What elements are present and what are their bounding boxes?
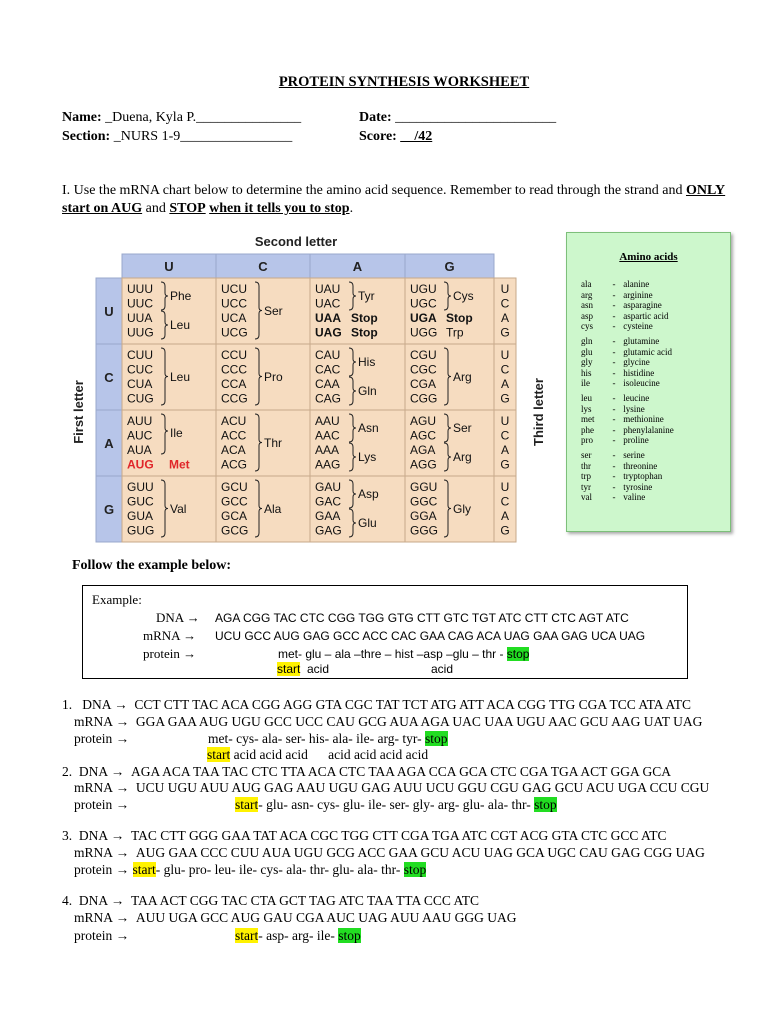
codon: UCG: [221, 325, 248, 340]
codon: CUG: [127, 391, 154, 406]
problem-2-start-highlight: start: [235, 797, 259, 812]
name-label: Name:: [62, 110, 102, 125]
problem-4-stop-highlight: stop: [338, 928, 361, 943]
example-dna-label: DNA →: [156, 610, 200, 625]
problem-2-stop-highlight: stop: [534, 797, 557, 812]
score-label: Score:: [359, 129, 397, 144]
stop-label: Stop: [351, 311, 378, 325]
second-letter-label: Second letter: [254, 234, 338, 249]
amino-acid-label: Ser: [264, 304, 283, 318]
codon: UAU: [315, 282, 341, 296]
third-letter: G: [500, 523, 510, 538]
amino-legend-item: met - methionine: [581, 414, 664, 425]
example-mrna-seq: UCU GCC AUG GAG GCC ACC CAC GAA CAG ACA UAG GAA GAG UCA UAG: [215, 629, 646, 643]
codon: GUG: [127, 523, 155, 538]
codon: AUC: [127, 428, 153, 443]
codon: ACU: [221, 414, 247, 428]
codon: AAA: [315, 443, 340, 457]
worksheet-title: PROTEIN SYNTHESIS WORKSHEET: [278, 74, 530, 90]
problem-1-protein-label: protein →: [74, 731, 130, 746]
row-head-letter: U: [104, 304, 114, 319]
amino-legend-item: phe - phenylalanine: [581, 424, 674, 435]
codon: UAG: [315, 325, 342, 340]
third-letter: G: [500, 325, 510, 340]
section-value: _NURS 1-9________________: [113, 129, 293, 144]
amino-acid-label: Leu: [170, 370, 191, 384]
when-to-stop-emphasis: when it tells you to stop: [209, 201, 350, 216]
amino-legend-item: leu - leucine: [581, 393, 650, 403]
codon: CUC: [127, 362, 153, 377]
amino-acid-label: His: [358, 355, 376, 369]
third-letter: C: [500, 428, 510, 443]
section-field: [62, 129, 292, 145]
amino-legend-item: thr - threonine: [581, 460, 658, 471]
amino-acid-label: Ser: [453, 421, 472, 435]
name-value: _Duena, Kyla P._______________: [105, 110, 302, 125]
amino-legend-item: ile - isoleucine: [581, 378, 660, 389]
codon: UCA: [221, 311, 247, 325]
codon: UGG: [410, 325, 438, 340]
amino-acid-legend: [566, 232, 731, 532]
codon: UGC: [410, 296, 437, 311]
codon: AAC: [315, 428, 340, 443]
date-value: _______________________: [395, 110, 557, 125]
codon: UCU: [221, 282, 247, 296]
amino-legend-item: glu - glutamic acid: [581, 346, 672, 357]
amino-legend-item: cys - cysteine: [581, 321, 653, 332]
example-protein-seq: met- glu – ala –thre – hist –asp –glu – thr - stop: [278, 647, 530, 661]
codon: GGU: [410, 480, 438, 494]
problem-3-stop-highlight: stop: [403, 862, 427, 877]
codon: GCG: [221, 523, 249, 538]
third-letter: U: [500, 282, 510, 296]
third-letter: A: [500, 509, 510, 523]
problem-2-protein-label: protein →: [74, 797, 130, 812]
problem-1-start-highlight: start: [207, 747, 231, 762]
stop-emphasis: STOP: [169, 201, 206, 216]
problem-4-protein-label: protein →: [74, 928, 130, 943]
problem-3-protein: protein → start- glu- pro- leu- ile- cys- ala- thr- glu- ala- thr- stop: [74, 862, 427, 877]
score-field: [359, 129, 432, 145]
codon: GUC: [127, 494, 154, 509]
codon: CCG: [221, 391, 248, 406]
codon: GUA: [127, 509, 154, 523]
amino-acid-label: Asp: [358, 487, 379, 501]
codon: AAG: [315, 457, 341, 472]
codon: GUU: [127, 480, 154, 494]
amino-acid-label: Arg: [453, 370, 472, 384]
codon: CCA: [221, 377, 247, 391]
third-letter-label: Third letter: [531, 378, 546, 446]
third-letter: U: [500, 348, 510, 362]
amino-acid-label: Cys: [453, 289, 474, 303]
row-head-letter: C: [104, 370, 114, 385]
problem-2-dna: 2. DNA → AGA ACA TAA TAC CTC TTA ACA CTC TAA AGA CCA GCA CTC CGA TGA ACT GGA GCA: [62, 764, 671, 779]
example-acid-label: acid: [431, 662, 454, 676]
codon: CCU: [221, 348, 247, 362]
amino-acid-label: Arg: [453, 450, 472, 464]
problem-1-stop-highlight: stop: [424, 731, 448, 746]
problem-1-acids: start acid acid acid acid acid acid acid: [207, 747, 429, 762]
example-start-highlight: start: [277, 662, 301, 676]
date-label: Date:: [359, 110, 392, 125]
codon: AAU: [315, 414, 340, 428]
row-head-letter: A: [104, 436, 114, 451]
first-letter-label: First letter: [71, 380, 86, 444]
codon: UCC: [221, 296, 247, 311]
amino-legend-item: ser - serine: [581, 450, 645, 460]
codon: CAG: [315, 391, 342, 406]
codon: UGU: [410, 282, 437, 296]
example-start-row: start acid: [277, 662, 330, 676]
example-label: Example:: [92, 592, 142, 607]
third-letter: C: [500, 494, 510, 509]
amino-legend-item: ala - alanine: [581, 279, 650, 289]
problem-4-dna: 4. DNA → TAA ACT CGG TAC CTA GCT TAG ATC TAA TTA CCC ATC: [62, 893, 479, 908]
codon: UAA: [315, 311, 341, 325]
codon: GGG: [410, 523, 439, 538]
amino-acid-label: Ile: [170, 426, 183, 440]
third-letter: A: [500, 443, 510, 457]
start-amino-acid-label: Met: [169, 457, 190, 472]
example-stop-highlight: stop: [506, 647, 530, 661]
codon: CAU: [315, 348, 341, 362]
codon: GAC: [315, 494, 342, 509]
codon: AGA: [410, 443, 436, 457]
stop-label: Stop: [351, 325, 378, 340]
col-head-letter: C: [258, 259, 268, 274]
codon: UAC: [315, 296, 341, 311]
amino-legend-item: pro - proline: [581, 435, 649, 446]
third-letter: G: [500, 391, 510, 406]
stop-label: Stop: [446, 311, 473, 325]
codon: GAA: [315, 509, 341, 523]
codon: CGU: [410, 348, 437, 362]
date-field: [359, 110, 556, 126]
amino-legend-item: tyr - tyrosine: [581, 481, 653, 492]
example-box: [82, 585, 688, 679]
codon: CGG: [410, 391, 438, 406]
problem-3-start-highlight: start: [132, 862, 156, 877]
codon: CUU: [127, 348, 153, 362]
start-on-aug-emphasis: start on AUG: [62, 201, 143, 216]
amino-acid-label: Phe: [170, 289, 192, 303]
codon: AGU: [410, 414, 437, 428]
amino-legend-item: val - valine: [581, 492, 646, 503]
codon: AGG: [410, 457, 437, 472]
third-letter: C: [500, 362, 510, 377]
problem-2-protein: start- glu- asn- cys- glu- ile- ser- gly- arg- glu- ala- thr- stop: [235, 797, 557, 812]
instructions: I. Use the mRNA chart below to determine the amino acid sequence. Remember to read through the strand and ONLY start on AUG and STOP when it tells you to stop.: [62, 183, 726, 216]
example-protein-label: protein →: [143, 646, 197, 661]
problem-2-mrna: mRNA → UCU UGU AUU AUG GAG AAU UGU GAG AUU UCU GGU CGU GAG GCU ACU UGA CCU CGU: [74, 780, 710, 795]
codon: UUG: [127, 325, 154, 340]
codon: GAU: [315, 480, 342, 494]
third-letter: U: [500, 414, 510, 428]
follow-example-label: Follow the example below:: [72, 558, 232, 573]
third-letter: A: [500, 311, 510, 325]
amino-legend-title: Amino acids: [619, 251, 678, 263]
amino-acid-label: Ala: [264, 502, 282, 516]
amino-legend-item: arg - arginine: [581, 289, 653, 300]
codon: AGC: [410, 428, 437, 443]
amino-acid-label: Asn: [358, 421, 379, 435]
codon: GCA: [221, 509, 248, 523]
problem-4-start-highlight: start: [235, 928, 259, 943]
amino-acid-label: Leu: [170, 318, 191, 332]
amino-acid-label: Tyr: [358, 289, 375, 303]
score-value: __/42: [400, 129, 433, 144]
section-label: Section:: [62, 129, 111, 144]
amino-legend-item: gln - glutamine: [581, 336, 660, 346]
third-letter: G: [500, 457, 510, 472]
third-letter: A: [500, 377, 510, 391]
codon: CUA: [127, 377, 153, 391]
codon: CCC: [221, 362, 247, 377]
amino-legend-item: asn - asparagine: [581, 300, 662, 311]
codon: GCC: [221, 494, 248, 509]
amino-acid-label: Glu: [358, 516, 377, 530]
only-emphasis: ONLY: [685, 183, 726, 198]
problem-3-mrna: mRNA → AUG GAA CCC CUU AUA UGU GCG ACC GAA GCU ACU UAG GCA UGC CAU GAG CGG UAG: [74, 845, 705, 860]
codon: UUA: [127, 311, 153, 325]
amino-legend-item: trp - tryptophan: [581, 471, 663, 482]
example-mrna-label: mRNA →: [143, 628, 197, 643]
codon-chart: [66, 232, 548, 546]
third-letter: U: [500, 480, 510, 494]
codon: GGC: [410, 494, 438, 509]
codon: AUA: [127, 443, 152, 457]
codon: ACA: [221, 443, 246, 457]
codon: CGA: [410, 377, 437, 391]
third-letter: C: [500, 296, 510, 311]
amino-acid-label: Pro: [264, 370, 283, 384]
codon: AUU: [127, 414, 153, 428]
codon: GGA: [410, 509, 437, 523]
col-head-letter: G: [444, 259, 455, 274]
codon: CAC: [315, 362, 341, 377]
codon: AUG: [127, 457, 154, 472]
problem-4-mrna: mRNA → AUU UGA GCC AUG GAU CGA AUC UAG AUU AAU GGG UAG: [74, 910, 517, 925]
codon: ACC: [221, 428, 247, 443]
problem-1-protein: met- cys- ala- ser- his- ala- ile- arg- tyr- stop: [208, 731, 448, 746]
row-head-letter: G: [103, 502, 115, 517]
amino-legend-item: gly - glycine: [581, 357, 650, 368]
name-field: [62, 110, 301, 126]
codon: UGA: [410, 311, 437, 325]
problem-4-protein: start- asp- arg- ile- stop: [235, 928, 361, 943]
codon: CAA: [315, 377, 340, 391]
amino-legend-item: his - histidine: [581, 367, 655, 378]
amino-acid-label: Lys: [358, 450, 377, 464]
problem-3-dna: 3. DNA → TAC CTT GGG GAA TAT ACA CGC TGG CTT CGA TGA ATC CGT ACG GTA CTC GCC ATC: [62, 828, 667, 843]
amino-legend-item: asp - aspartic acid: [581, 310, 669, 321]
amino-acid-label: Gly: [453, 502, 471, 516]
codon: UUU: [127, 282, 153, 296]
codon: UUC: [127, 296, 153, 311]
example-dna-seq: AGA CGG TAC CTC CGG TGG GTG CTT GTC TGT ATC CTT CTC AGT ATC: [215, 611, 629, 625]
problem-1-mrna: mRNA → GGA GAA AUG UGU GCC UCC CAU GCG AUA AGA UAC UAA UGU AAC GCU AAG UAT UAG: [74, 714, 703, 729]
amino-acid-label: Trp: [446, 325, 464, 340]
problem-1-dna: 1. DNA → CCT CTT TAC ACA CGG AGG GTA CGC TAT TCT ATG ATT ACA CGG TTG CGA TCC ATA ATC: [62, 697, 691, 712]
amino-legend-item: lys - lysine: [581, 403, 645, 414]
codon: CGC: [410, 362, 437, 377]
codon: GCU: [221, 480, 248, 494]
amino-acid-label: Thr: [264, 436, 282, 450]
codon: ACG: [221, 457, 248, 472]
codon: GAG: [315, 523, 342, 538]
amino-acid-label: Val: [170, 502, 187, 516]
col-head-letter: U: [164, 259, 174, 274]
amino-acid-label: Gln: [358, 384, 377, 398]
col-head-letter: A: [352, 259, 363, 274]
